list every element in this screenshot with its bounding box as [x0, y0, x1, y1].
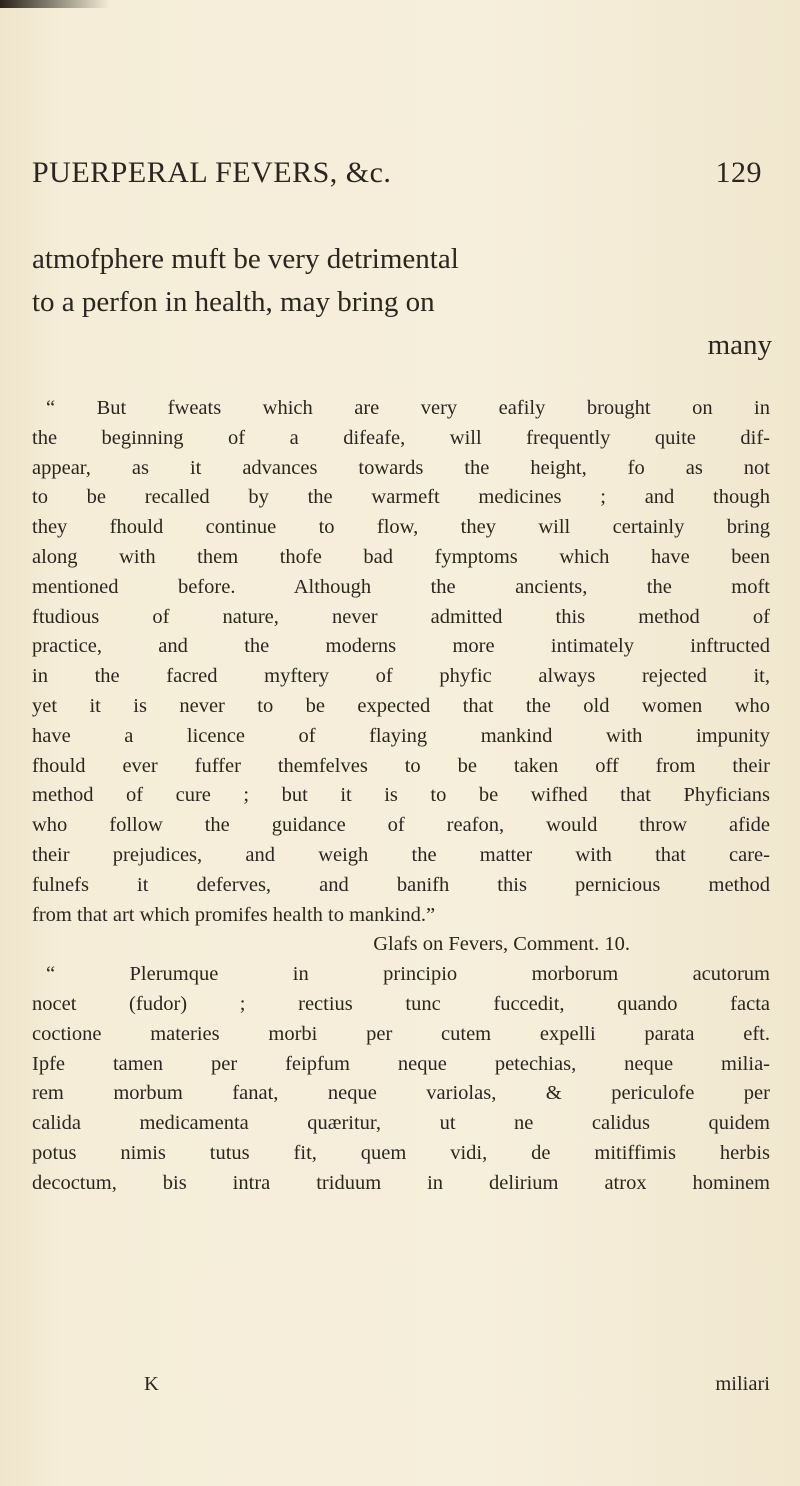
paragraph-line: their prejudices, and weigh the matter with that care- — [32, 843, 770, 866]
paragraph-glass-quote — [32, 394, 770, 930]
paragraph-line: fulnefs it deferves, and banifh this pernicious method — [32, 873, 770, 896]
paragraph-line: to be recalled by the warmeft medicines ; and though — [32, 486, 770, 509]
paragraph-line: decoctum, bis intra triduum in delirium atrox hominem — [32, 1171, 770, 1194]
citation: Glafs on Fevers, Comment. 10. — [373, 933, 630, 956]
page-edge-shadow — [0, 0, 110, 8]
catchword: miliari — [715, 1373, 770, 1395]
paragraph-line: they fhould continue to flow, they will certainly bring — [32, 516, 770, 539]
paragraph-line: practice, and the moderns more intimately inftructed — [32, 635, 770, 658]
paragraph-line: rem morbum fanat, neque variolas, & periculofe per — [32, 1082, 770, 1105]
lead-catchword: many — [707, 329, 772, 361]
page-number: 129 — [715, 156, 762, 189]
paragraph-line: method of cure ; but it is to be wifhed that Phyficians — [32, 784, 770, 807]
paragraph-line: “ Plerumque in principio morborum acutorum — [46, 963, 770, 986]
paragraph-line: in the facred myftery of phyfic always rejected it, — [32, 665, 770, 688]
paragraph-line: yet it is never to be expected that the old women who — [32, 694, 770, 717]
lead-line-1: atmofphere muft be very detrimental — [32, 243, 459, 275]
paragraph-line: potus nimis tutus fit, quem vidi, de mitiffimis herbis — [32, 1141, 770, 1164]
paragraph-line: “ But fweats which are very eafily brought on in — [46, 397, 770, 419]
paragraph-line: mentioned before. Although the ancients, the moft — [32, 575, 770, 598]
paragraph-line: along with them thofe bad fymptoms which have been — [32, 545, 770, 568]
paragraph-line: fhould ever fuffer themfelves to be taken off from their — [32, 754, 770, 777]
paragraph-line: from that art which promifes health to mankind.” — [32, 903, 436, 926]
paragraph-line: coctione materies morbi per cutem expelli parata eft. — [32, 1022, 770, 1045]
lead-line-2: to a perfon in health, may bring on — [32, 286, 435, 318]
paragraph-line: Ipfe tamen per feipfum neque petechias, neque milia- — [32, 1052, 770, 1075]
paragraph-line: have a licence of flaying mankind with impunity — [32, 724, 770, 747]
running-header — [32, 156, 762, 200]
running-title: PUERPERAL FEVERS, &c. — [32, 156, 392, 189]
quotation-body — [32, 394, 770, 1199]
paragraph-line: nocet (fudor) ; rectius tunc fuccedit, quando facta — [32, 992, 770, 1015]
paragraph-line: calida medicamenta quæritur, ut ne calidus quidem — [32, 1112, 770, 1135]
signature-mark: K — [144, 1373, 159, 1395]
page-footer — [32, 1373, 770, 1403]
paragraph-line: appear, as it advances towards the height, fo as not — [32, 456, 770, 479]
paragraph-latin-quote — [32, 960, 770, 1198]
paragraph-line: ftudious of nature, never admitted this method of — [32, 605, 770, 628]
paragraph-line: the beginning of a difeafe, will frequently quite dif- — [32, 426, 770, 449]
paragraph-line: who follow the guidance of reafon, would throw afide — [32, 814, 770, 837]
